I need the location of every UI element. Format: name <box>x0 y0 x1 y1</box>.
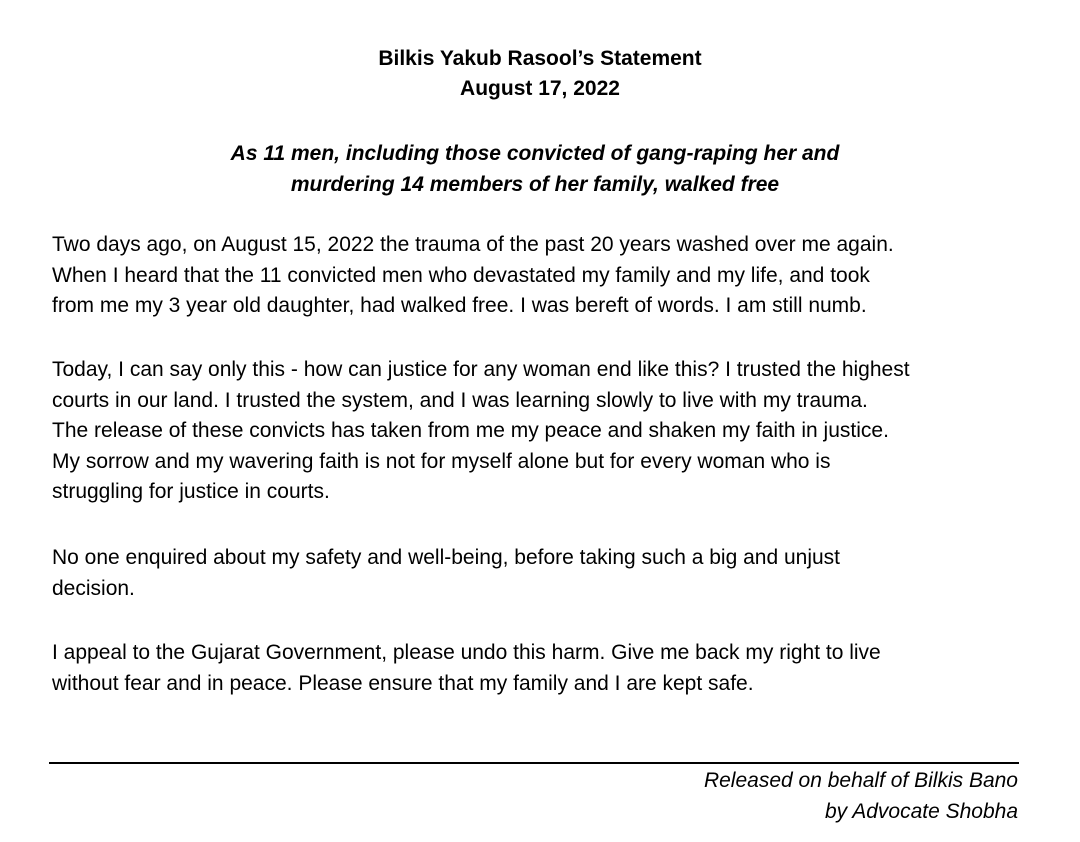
paragraph-line: I appeal to the Gujarat Government, please undo this harm. Give me back my right to live <box>52 641 881 664</box>
statement-title: Bilkis Yakub Rasool’s Statement <box>378 47 702 70</box>
paragraph-3 <box>52 543 1052 604</box>
paragraph-line: No one enquired about my safety and well-being, before taking such a big and unjust <box>52 546 841 569</box>
paragraph-4 <box>52 638 1052 699</box>
paragraph-2 <box>52 355 1052 508</box>
paragraph-line: courts in our land. I trusted the system, and I was learning slowly to live with my trauma. <box>52 388 868 412</box>
paragraph-line: without fear and in peace. Please ensure that my family and I are kept safe. <box>52 671 754 695</box>
paragraph-line: decision. <box>52 576 135 600</box>
release-line-2: by Advocate Shobha <box>824 800 1018 823</box>
paragraph-line: My sorrow and my wavering faith is not for myself alone but for every woman who is <box>52 449 831 473</box>
footer-divider <box>49 762 1019 764</box>
statement-date: August 17, 2022 <box>460 77 620 100</box>
subtitle-line-2: murdering 14 members of her family, walked free <box>290 173 780 196</box>
paragraph-line: Two days ago, on August 15, 2022 the trauma of the past 20 years washed over me again. <box>52 233 894 256</box>
paragraph-line: from me my 3 year old daughter, had walked free. I was bereft of words. I am still numb. <box>52 294 867 317</box>
paragraph-line: struggling for justice in courts. <box>52 480 330 503</box>
paragraph-line: When I heard that the 11 convicted men who devastated my family and my life, and took <box>52 263 870 287</box>
paragraph-line: Today, I can say only this - how can justice for any woman end like this? I trusted the highest <box>52 358 910 381</box>
release-line-1: Released on behalf of Bilkis Bano <box>703 769 1018 792</box>
subtitle-line-1: As 11 men, including those convicted of gang-raping her and <box>230 142 840 165</box>
paragraph-1 <box>52 230 1052 322</box>
paragraph-line: The release of these convicts has taken from me my peace and shaken my faith in justice. <box>52 419 889 442</box>
